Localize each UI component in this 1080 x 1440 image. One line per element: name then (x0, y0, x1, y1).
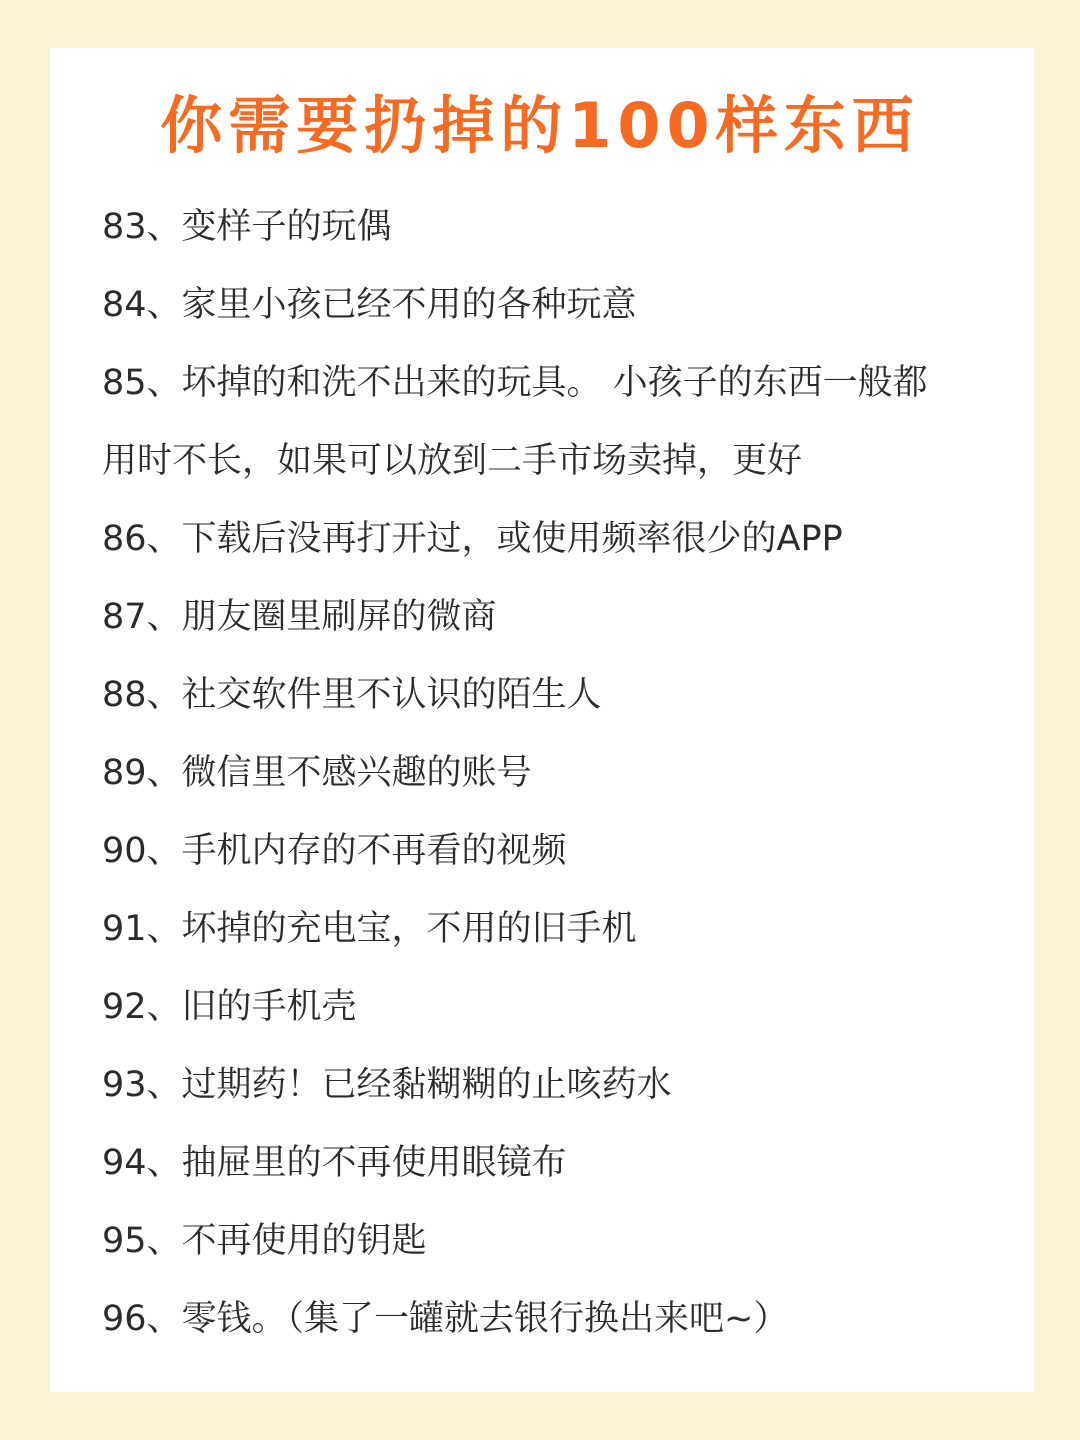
list-item: 85、坏掉的和洗不出来的玩具。 小孩子的东西一般都 (102, 363, 928, 403)
item-list (102, 188, 1042, 1358)
list-item-continuation: 用时不长，如果可以放到二手市场卖掉，更好 (102, 441, 803, 481)
list-item: 95、不再使用的钥匙 (102, 1221, 427, 1261)
list-item: 96、零钱。（集了一罐就去银行换出来吧~） (102, 1299, 789, 1339)
list-item: 87、朋友圈里刷屏的微商 (102, 597, 497, 637)
list-item: 92、旧的手机壳 (102, 987, 357, 1027)
page-title: 你需要扔掉的100样东西 (160, 89, 920, 162)
list-item: 93、过期药！已经黏糊糊的止咳药水 (102, 1065, 672, 1105)
list-item: 89、微信里不感兴趣的账号 (102, 753, 532, 793)
list-item: 84、家里小孩已经不用的各种玩意 (102, 285, 637, 325)
list-item: 94、抽屉里的不再使用眼镜布 (102, 1143, 567, 1183)
list-item: 90、手机内存的不再看的视频 (102, 831, 567, 871)
list-item: 83、变样子的玩偶 (102, 207, 392, 247)
list-item: 86、下载后没再打开过，或使用频率很少的APP (102, 519, 843, 559)
list-item: 88、社交软件里不认识的陌生人 (102, 675, 602, 715)
list-item: 91、坏掉的充电宝，不用的旧手机 (102, 909, 637, 949)
